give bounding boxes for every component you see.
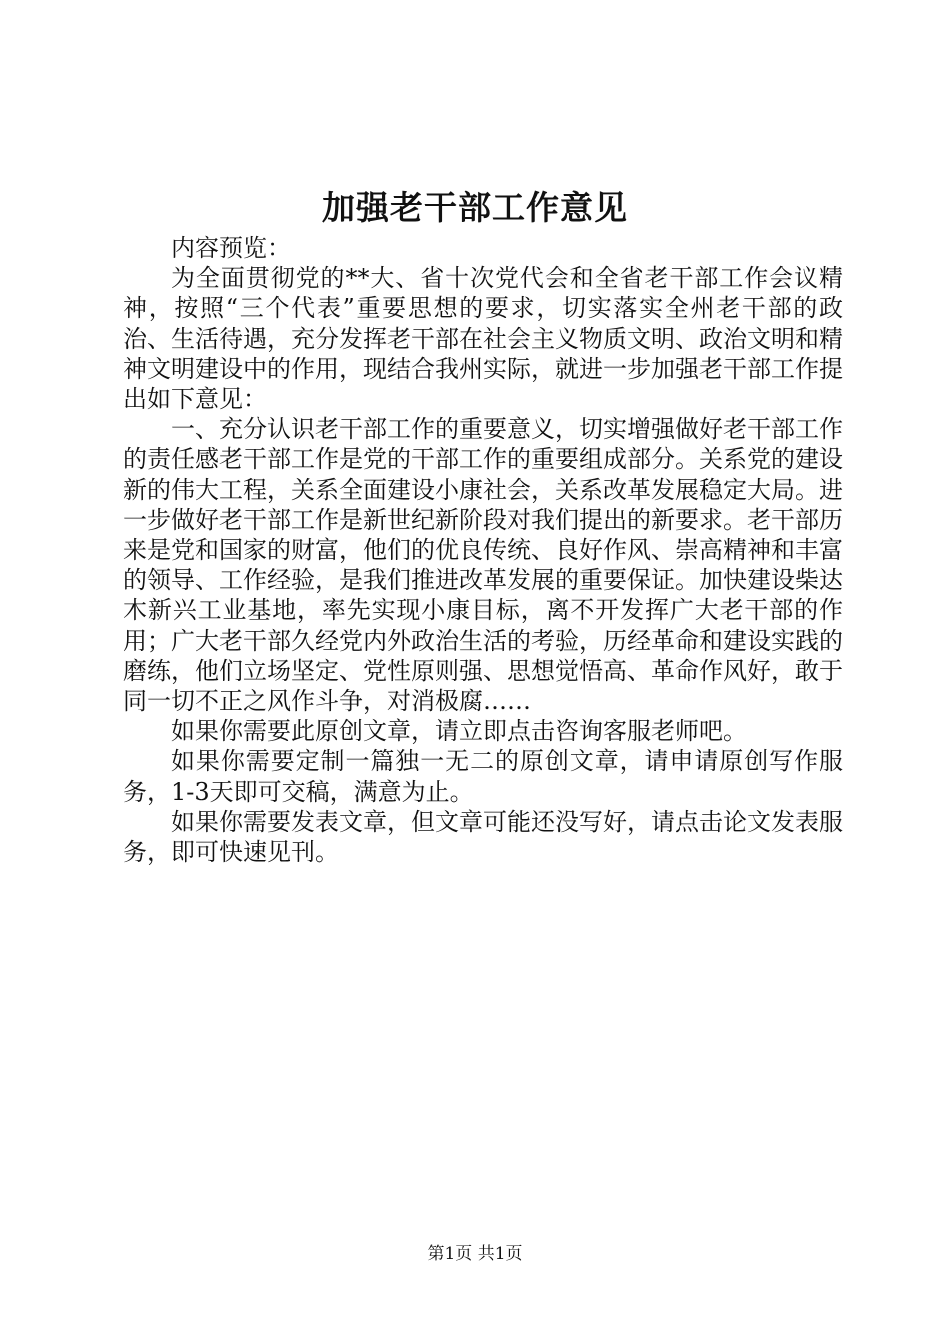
paragraph-publishing-service[interactable]: 如果你需要发表文章，但文章可能还没写好，请点击论文发表服务，即可快速见刊。 (123, 807, 843, 867)
paragraph-intro: 为全面贯彻党的**大、省十次党代会和全省老干部工作会议精神，按照“三个代表”重要思想的要求，切实落实全州老干部的政治、生活待遇，充分发挥老干部在社会主义物质文明、政治文明和精神文明建设中的作用，现结合我州实际，就进一步加强老干部工作提出如下意见： (123, 264, 843, 414)
paragraph-consult-link[interactable]: 如果你需要此原创文章，请立即点击咨询客服老师吧。 (171, 717, 747, 746)
paragraph-custom-writing[interactable]: 如果你需要定制一篇独一无二的原创文章，请申请原创写作服务，1-3天即可交稿，满意为止。 (123, 747, 843, 806)
document-body (123, 233, 843, 867)
page-footer: 第1页 共1页 (427, 1244, 523, 1264)
preview-label: 内容预览： (171, 234, 291, 262)
paragraph-section-one: 一、充分认识老干部工作的重要意义，切实增强做好老干部工作的责任感老干部工作是党的干部工作的重要组成部分。关系党的建设新的伟大工程，关系全面建设小康社会，关系改革发展稳定大局。进一步做好老干部工作是新世纪新阶段对我们提出的新要求。老干部历来是党和国家的财富，他们的优良传统、良好作风、崇高精神和丰富的领导、工作经验，是我们推进改革发展的重要保证。加快建设柴达木新兴工业基地，率先实现小康目标，离不开发挥广大老干部的作用；广大老干部久经党内外政治生活的考验，历经革命和建设实践的磨练，他们立场坚定、党性原则强、思想觉悟高、革命作风好，敢于同一切不正之风作斗争，对消极腐…… (123, 415, 843, 716)
document-title: 加强老干部工作意见 (322, 188, 628, 227)
